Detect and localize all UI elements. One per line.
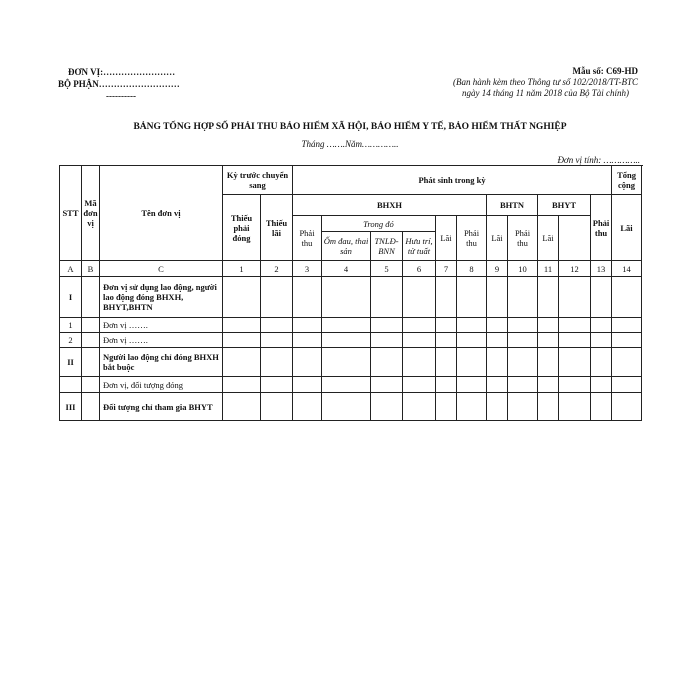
department-line: BỘ PHẬN……………………… [58, 79, 180, 89]
index-cell: 1 [223, 261, 261, 277]
currency-unit: Đơn vị tính: ………….. [557, 155, 640, 165]
index-cell: 12 [559, 261, 591, 277]
form-number: Mẫu số: C69-HD [572, 66, 638, 76]
index-cell: 5 [371, 261, 403, 277]
index-cell: 13 [591, 261, 612, 277]
header-tnld: TNLĐ-BNN [371, 232, 403, 261]
table-row [60, 348, 642, 377]
row-stt: II [60, 348, 82, 377]
table-row [60, 393, 642, 421]
issued-by-line-1: (Ban hành kèm theo Thông tư số 102/2018/TT-BTC [453, 77, 638, 87]
header-bhyt-lai: Lãi [538, 216, 559, 261]
header-bhyt: BHYT [538, 195, 591, 216]
index-cell: 10 [508, 261, 538, 277]
index-cell: 14 [612, 261, 642, 277]
index-cell: 11 [538, 261, 559, 277]
row-stt: 2 [60, 333, 82, 348]
index-cell: 3 [293, 261, 322, 277]
index-cell: B [82, 261, 100, 277]
table-row [60, 333, 642, 348]
row-name: Đối tượng chỉ tham gia BHYT [100, 393, 223, 421]
header-tong-lai: Lãi [612, 195, 642, 261]
period-line: Tháng …….Năm………….. [301, 139, 399, 149]
issued-by-line-2: ngày 14 tháng 11 năm 2018 của Bộ Tài chính) [461, 88, 630, 98]
header-bhtn: BHTN [487, 195, 538, 216]
row-stt: I [60, 277, 82, 318]
summary-table [59, 165, 642, 421]
index-row [60, 261, 642, 277]
header-om-dau: Ốm đau, thai sản [322, 232, 371, 261]
row-name: Đơn vị, đối tượng đóng [100, 377, 223, 393]
row-name: Đơn vị sử dụng lao động, người lao động đóng BHXH, BHYT,BHTN [100, 277, 223, 318]
header-bhtn-phai-thu: Phải thu [457, 216, 487, 261]
header-thieu-lai: Thiếu lãi [261, 195, 293, 261]
table-row [60, 318, 642, 333]
header-thieu-phai-dong: Thiếu phải đóng [223, 195, 261, 261]
row-stt: 1 [60, 318, 82, 333]
row-name: Đơn vị ……. [100, 333, 223, 348]
index-cell: 2 [261, 261, 293, 277]
unit-line: ĐƠN VỊ:…………………… [68, 67, 176, 77]
header-huu-tri: Hưu trí, tử tuất [403, 232, 436, 261]
row-stt: III [60, 393, 82, 421]
header-tong-phai-thu: Phải thu [591, 195, 612, 261]
index-cell: C [100, 261, 223, 277]
index-cell: 4 [322, 261, 371, 277]
row-name: Người lao động chỉ đóng BHXH bắt buộc [100, 348, 223, 377]
header-bhxh-phai-thu: Phải thu [293, 216, 322, 261]
header-dashes: ---------- [106, 91, 136, 101]
row-name: Đơn vị ……. [100, 318, 223, 333]
header-stt: STT [60, 166, 82, 261]
header-bhxh: BHXH [293, 195, 487, 216]
header-phat-sinh: Phát sinh trong kỳ [293, 166, 612, 195]
header-bhyt-phai-thu: Phải thu [508, 216, 538, 261]
header-left [58, 66, 180, 102]
row-stt [60, 377, 82, 393]
header-ten-don-vi: Tên đơn vị [100, 166, 223, 261]
header-ma-don-vi: Mã đơn vị [82, 166, 100, 261]
table-row [60, 277, 642, 318]
header-trong-do: Trong đó [322, 216, 436, 232]
header-tong-cong: Tổng cộng [612, 166, 642, 195]
header-right [453, 66, 638, 99]
index-cell: A [60, 261, 82, 277]
table-row [60, 377, 642, 393]
header-bhtn-lai: Lãi [487, 216, 508, 261]
index-cell: 6 [403, 261, 436, 277]
index-cell: 7 [436, 261, 457, 277]
document-title: BẢNG TỔNG HỢP SỐ PHẢI THU BẢO HIỂM XÃ HỘI, BẢO HIỂM Y TẾ, BẢO HIỂM THẤT NGHIỆP [133, 122, 567, 132]
header-ky-truoc: Kỳ trước chuyển sang [223, 166, 293, 195]
index-cell: 9 [487, 261, 508, 277]
header-bhxh-lai: Lãi [436, 216, 457, 261]
index-cell: 8 [457, 261, 487, 277]
